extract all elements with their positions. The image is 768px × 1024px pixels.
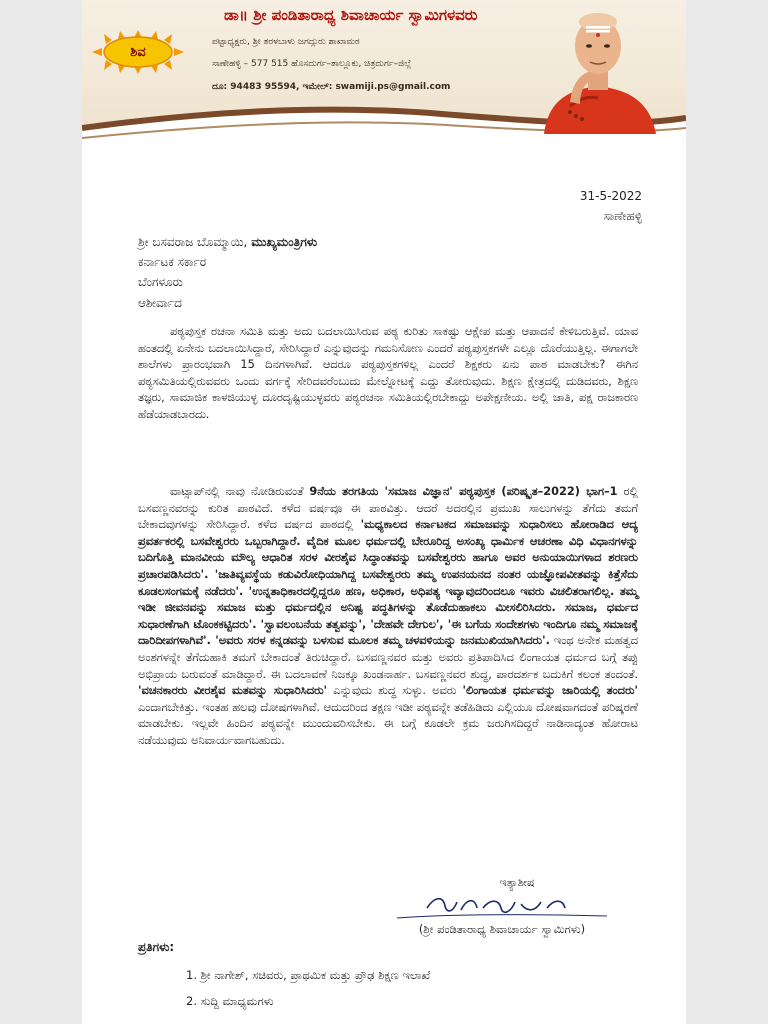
paragraph-1: ಪಠ್ಯಪುಸ್ತಕ ರಚನಾ ಸಮಿತಿ ಮತ್ತು ಅದು ಬದಲಾಯಿಸಿರುವ ಪಠ್ಯ ಕುರಿತು ಸಾಕಷ್ಟು ಆಕ್ಷೇಪ ಮತ್ತು ಆಪಾದನೆ ಕೇಳಿಬರುತ್ತಿವೆ. ಯಾವ ಹಂತದಲ್ಲಿ ಏನೇನು ಬದಲಾಯಿಸಿದ್ದಾರೆ, ಸೇರಿಸಿದ್ದಾರೆ ಎನ್ನುವುದನ್ನು ಗಮನಿಸೋಣ ಎಂದರೆ ಪಠ್ಯಪುಸ್ತಕಗಳೇ ಎಲ್ಲೂ ದೊರೆಯುತ್ತಿಲ್ಲ. ಈಗಾಗಲೇ ಶಾಲೆಗಳು ಪ್ರಾರಂಭವಾಗಿ 15 ದಿನಗಳಾಗಿವೆ. ಆದರೂ ಪಠ್ಯಪುಸ್ತಕಗಳಿಲ್ಲ ಎಂದರೆ ಶಿಕ್ಷಕರು ಏನು ಪಾಠ ಮಾಡಬೇಕು? ಈಗಿನ ಪಠ್ಯಸಮಿತಿಯಲ್ಲಿರುವವರು ಒಂದು ವರ್ಗಕ್ಕೆ ಸೇರಿದವರೆಂಬುದು ಮೇಲ್ನೋಟಕ್ಕೆ ಎದ್ದು ತೋರುವುದು. ಶಿಕ್ಷಣ ಕ್ಷೇತ್ರದಲ್ಲಿ ದುಡಿದವರು, ಶಿಕ್ಷಣ ತಜ್ಞರು, ಸಾಮಾಜಿಕ ಕಾಳಜಿಯುಳ್ಳ ದೂರದೃಷ್ಟಿಯುಳ್ಳವರು ಪಠ್ಯರಚನಾ ಸಮಿತಿಯಲ್ಲಿರಬೇಕಾದ್ದು ಅಪೇಕ್ಷಣೀಯ. ಅಲ್ಲಿ ಜಾತಿ, ಪಕ್ಷ ರಾಜಕಾರಣ ಹೆಡೆಯಾಡಬಾರದು.	[138, 325, 638, 421]
letterhead-address: ಸಾಣೇಹಳ್ಳಿ – 577 515 ಹೊಸದುರ್ಗ–ತಾಲ್ಲೂಕು, ಚಿತ್ರದುರ್ಗ–ಜಿಲ್ಲೆ	[212, 59, 412, 69]
paragraph-2	[138, 484, 638, 750]
recipient-name: ಶ್ರೀ ಬಸವರಾಜ ಬೊಮ್ಮಾಯಿ,	[138, 235, 248, 249]
recipient-address	[138, 232, 317, 292]
p2-text-4: ಎನ್ನುವುದು ಶುದ್ಧ ಸುಳ್ಳು. ಅವರು	[327, 684, 463, 698]
recipient-city: ಬೆಂಗಳೂರು	[138, 275, 183, 289]
letter-page	[82, 0, 686, 1024]
date-block	[580, 186, 642, 226]
p2-bold-textbook: 9ನೆಯ ತರಗತಿಯ 'ಸಮಾಜ ವಿಜ್ಞಾನ' ಪಠ್ಯಪುಸ್ತಕ (ಪರಿಷ್ಕೃತ–2022) ಭಾಗ–1	[309, 485, 618, 498]
letterhead	[82, 0, 686, 148]
recipient-designation: ಮುಖ್ಯಮಂತ್ರಿಗಳು	[251, 235, 318, 249]
letterhead-contact: ದೂ: 94483 95594, ಇಮೇಲ್: swamiji.ps@gmail.com	[212, 82, 451, 92]
recipient-name-line	[138, 232, 317, 252]
p2-bold-quotes: 'ಮಧ್ಯಕಾಲದ ಕರ್ನಾಟಕದ ಸಮಾಜವನ್ನು ಸುಧಾರಿಸಲು ಹೋರಾಡಿದ ಆದ್ಯ ಪ್ರವರ್ತಕರಲ್ಲಿ ಬಸವೇಶ್ವರರು ಒಬ್ಬರಾಗಿದ್ದಾರೆ. ವೈದಿಕ ಮೂಲ ಧರ್ಮದಲ್ಲಿ ಬೇರೂರಿದ್ದ ಅಸಂಖ್ಯ ಧಾರ್ಮಿಕ ಆಚರಣಾ ವಿಧಿ ವಿಧಾನಗಳನ್ನು ಬದಿಗೊತ್ತಿ ಮಾನವೀಯ ಮೌಲ್ಯ ಆಧಾರಿತ ಸರಳ ವೀರಶೈವ ಸಿದ್ಧಾಂತವನ್ನು ಬಸವೇಶ್ವರರು ಹಾಗೂ ಅವರ ಅನುಯಾಯಿಗಳಾದ ಶರಣರು ಪ್ರಚಾರಪಡಿಸಿದರು'. 'ಜಾತಿವ್ಯವಸ್ಥೆಯ ಕಡುವಿರೋಧಿಯಾಗಿದ್ದ ಬಸವೇಶ್ವರರು ತಮ್ಮ ಉಪನಯನದ ನಂತರ ಯಜ್ಞೋಪವೀತವನ್ನು ಕಿತ್ತೆಸೆದು ಕೂಡಲಸಂಗಮಕ್ಕೆ ನಡೆದರು'. 'ಉನ್ನತಾಧಿಕಾರದಲ್ಲಿದ್ದರೂ ಹಣ, ಅಧಿಕಾರ, ಅಧಿಪತ್ಯ ಇವ್ಯಾವುದರಿಂದಲೂ ಇವರು ವಿಚಲಿತರಾಗಲಿಲ್ಲ. ತಮ್ಮ ಇಡೀ ಜೀವನವನ್ನು ಸಮಾಜ ಮತ್ತು ಧರ್ಮದಲ್ಲಿನ ಅನಿಷ್ಟ ಪದ್ಧತಿಗಳನ್ನು ತೊಡೆದುಹಾಕಲು ಮೀಸಲಿರಿಸಿದರು. ಸಮಾಜ, ಧರ್ಮದ ಸುಧಾರಣೆಗಾಗಿ ಟೊಂಕಕಟ್ಟಿದರು'. 'ಸ್ವಾವಲಂಬನೆಯ ತತ್ವವನ್ನು', 'ದೇಹವೇ ದೇಗುಲ', 'ಈ ಬಗೆಯ ಸಂದೇಶಗಳು ಇಂದಿಗೂ ನಮ್ಮ ಸಮಾಜಕ್ಕೆ ದಾರಿದೀಪಗಳಾಗಿವೆ'. 'ಅವರು ಸರಳ ಕನ್ನಡವನ್ನು ಬಳಸುವ ಮೂಲಕ ತಮ್ಮ ಚಳವಳಿಯನ್ನು ಜನಮುಖಿಯಾಗಿಸಿದರು'.	[138, 518, 638, 648]
copies-label: ಪ್ರತಿಗಳು:	[138, 940, 175, 954]
letterhead-name: ಡಾ॥ ಶ್ರೀ ಪಂಡಿತಾರಾಧ್ಯ ಶಿವಾಚಾರ್ಯ ಸ್ವಾಮಿಗಳವರು	[224, 6, 478, 24]
letter-date: 31-5-2022	[579, 189, 642, 203]
handwritten-signature	[387, 890, 617, 920]
copy-item: 2. ಸುದ್ದಿ ಮಾಧ್ಯಮಗಳು	[186, 994, 274, 1008]
signature-block	[382, 876, 622, 937]
p2-text-2: ರಲ್ಲಿ ಬಸವಣ್ಣನವರನ್ನು ಕುರಿತ ಪಾಠವಿದೆ. ಕಳೆದ ವರ್ಷವೂ ಈ ಪಾಠವಿತ್ತು. ಆದರೆ ಅದರಲ್ಲಿನ ಪ್ರಮುಖ ಸಾಲುಗಳನ್ನು ತೆಗೆದು ತಮಗೆ ಬೇಕಾದವುಗಳನ್ನು ಸೇರಿಸಿದ್ದಾರೆ. ಕಳೆದ ವರ್ಷದ ಪಾಠದಲ್ಲಿ	[138, 485, 638, 532]
copies-list	[186, 962, 430, 1014]
recipient-government: ಕರ್ನಾಟಕ ಸರ್ಕಾರ	[138, 255, 207, 269]
closing-word: ಇತ್ಯಾಶೀಷ	[499, 876, 535, 889]
copy-item: 1. ಶ್ರೀ ನಾಗೇಶ್, ಸಚಿವರು, ಪ್ರಾಥಮಿಕ ಮತ್ತು ಪ್ರೌಢ ಶಿಕ್ಷಣ ಇಲಾಖೆ	[186, 968, 431, 982]
swamiji-portrait	[540, 6, 658, 134]
signer-name: (ಶ್ರೀ ಪಂಡಿತಾರಾಧ್ಯ ಶಿವಾಚಾರ್ಯ ಸ್ವಾಮಿಗಳು)	[418, 922, 586, 936]
salutation: ಆಶೀರ್ವಾದ	[138, 296, 182, 310]
letter-place: ಸಾಣೇಹಳ್ಳಿ	[603, 209, 642, 223]
badge-text: ಶಿವ	[130, 44, 146, 60]
p2-bold-claim: 'ವಚನಕಾರರು ವೀರಶೈವ ಮತವನ್ನು ಸುಧಾರಿಸಿದರು'	[138, 684, 328, 698]
p2-bold-correction: 'ಲಿಂಗಾಯತ ಧರ್ಮವನ್ನು ಜಾರಿಯಲ್ಲಿ ತಂದರು'	[462, 684, 638, 698]
p2-text-5: ಎಂದಾಗಬೇಕಿತ್ತು. ಇಂತಹ ಹಲವು ದೋಷಗಳಾಗಿವೆ. ಆದುದರಿಂದ ತಕ್ಷಣ ಇಡೀ ಪಠ್ಯವನ್ನೇ ತಡೆಹಿಡಿದು ಎಲ್ಲಿಯೂ ದೋಷವಾಗದಂತೆ ಪರಿಷ್ಕರಣೆ ಮಾಡಬೇಕು. ಇಲ್ಲವೇ ಹಿಂದಿನ ಪಠ್ಯವನ್ನೇ ಮುಂದುವರಿಸಬೇಕು. ಈ ಬಗ್ಗೆ ಕೂಡಲೇ ಕ್ರಮ ಜರುಗಿಸದಿದ್ದರೆ ನಾಡಿನಾದ್ಯಂತ ಹೋರಾಟ ನಡೆಯುವುದು ಅನಿವಾರ್ಯವಾಗಬಹುದು.	[138, 700, 638, 747]
letterhead-title: ಪಟ್ಟಾಧ್ಯಕ್ಷರು, ಶ್ರೀ ತರಳಬಾಳು ಜಗದ್ಗುರು ಶಾಖಾಮಠ	[212, 37, 360, 47]
p2-text-1: ವಾಟ್ಸಾಪ್‌ನಲ್ಲಿ ನಾವು ನೋಡಿರುವಂತೆ	[170, 485, 310, 498]
p2-text-3: ಇಂಥ ಅನೇಕ ಮಹತ್ವದ ಅಂಶಗಳನ್ನೇ ತೆಗೆದುಹಾಕಿ ತಮಗೆ ಬೇಕಾದಂತೆ ತಿರುಚಿದ್ದಾರೆ. ಬಸವಣ್ಣನವರ ಮತ್ತು ಅವರು ಪ್ರತಿಪಾದಿಸಿದ ಲಿಂಗಾಯತ ಧರ್ಮದ ಬಗ್ಗೆ ತಪ್ಪು ಅಭಿಪ್ರಾಯ ಬರುವಂತೆ ಮಾಡಿದ್ದಾರೆ. ಈ ಬದಲಾವಣೆ ನಿಜಕ್ಕೂ ಖಂಡನಾರ್ಹ. ಬಸವಣ್ಣನವರ ಶುದ್ಧ, ಪಾರದರ್ಶಕ ಬದುಕಿಗೆ ಕಲಂಕ ತಂದಂತೆ.	[138, 634, 638, 681]
shiva-sun-logo	[92, 30, 184, 74]
